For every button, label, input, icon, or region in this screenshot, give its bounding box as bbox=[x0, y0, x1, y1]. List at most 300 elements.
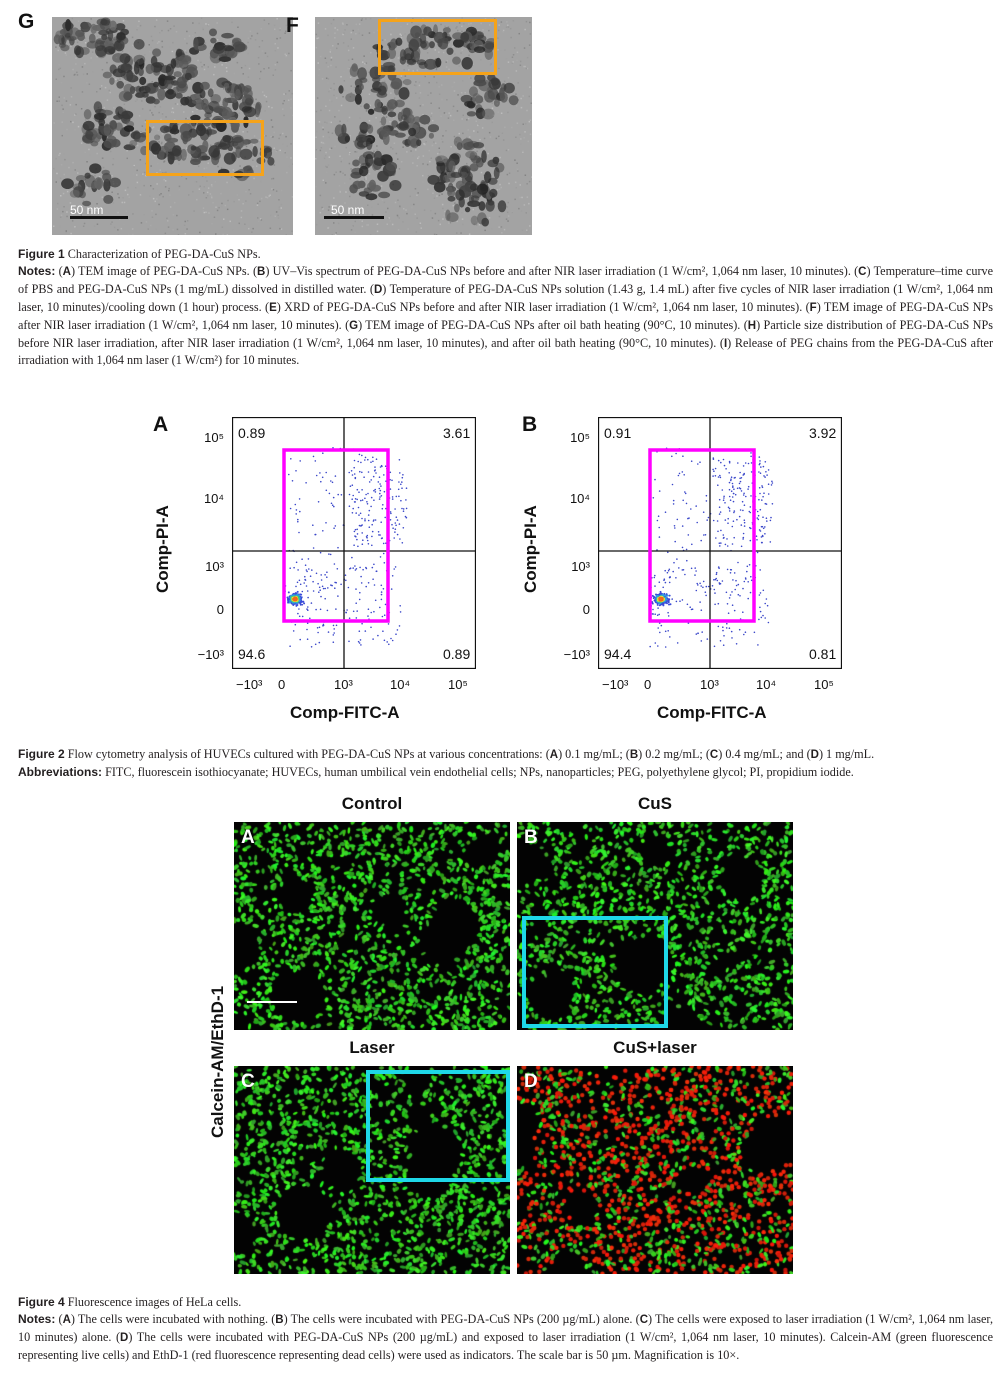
flow-event-dot bbox=[683, 569, 685, 571]
flow-event-dot bbox=[690, 508, 692, 510]
flow-event-dot bbox=[705, 591, 707, 593]
flow-event-dot bbox=[307, 606, 309, 608]
flow-event-dot bbox=[672, 484, 674, 486]
flow-event-dot bbox=[757, 517, 759, 519]
flow-event-dot bbox=[760, 509, 762, 511]
flow-event-dot bbox=[671, 456, 673, 458]
flow-event-dot bbox=[345, 574, 347, 576]
flow-event-dot bbox=[361, 472, 363, 474]
flow-event-dot bbox=[320, 552, 322, 554]
flow-event-dot bbox=[394, 508, 396, 510]
flow-event-dot bbox=[731, 490, 733, 492]
flow-event-dot bbox=[736, 643, 738, 645]
flow-event-dot bbox=[708, 586, 710, 588]
flow-event-dot bbox=[406, 508, 408, 510]
flow-event-dot bbox=[726, 623, 728, 625]
flow-event-dot bbox=[296, 509, 298, 511]
note-text: Particle size distribution of PEG-DA-CuS NPs before NIR laser irradiation, after NIR laser irradiation (1 W/cm², 1,064 nm laser, 10 minutes), and after oil bath heating (90°C, 10 minutes). bbox=[18, 317, 994, 350]
flow-event-dot bbox=[297, 519, 299, 521]
flow-event-dot bbox=[758, 515, 760, 517]
flow-event-dot bbox=[762, 487, 764, 489]
flow-event-dot bbox=[357, 461, 359, 463]
flow-event-dot bbox=[319, 587, 321, 589]
flow-event-dot bbox=[379, 493, 381, 495]
flow-event-dot bbox=[730, 572, 732, 574]
flow-event-dot bbox=[333, 527, 335, 529]
flow-event-dot bbox=[397, 629, 399, 631]
flow-event-dot bbox=[687, 518, 689, 520]
flow-event-dot bbox=[356, 539, 358, 541]
flow-event-dot bbox=[289, 602, 291, 604]
flow-event-dot bbox=[743, 533, 745, 535]
flow-event-dot bbox=[297, 569, 299, 571]
flow-event-dot bbox=[399, 605, 401, 607]
flow-event-dot bbox=[691, 460, 693, 462]
flow-event-dot bbox=[665, 631, 667, 633]
flow-event-dot bbox=[731, 631, 733, 633]
flow-event-dot bbox=[747, 566, 749, 568]
flow-event-dot bbox=[399, 538, 401, 540]
flow-event-dot bbox=[743, 465, 745, 467]
flow-event-dot bbox=[333, 506, 335, 508]
flow-event-dot bbox=[654, 600, 656, 602]
flow-event-dot bbox=[741, 524, 743, 526]
flow-event-dot bbox=[370, 461, 372, 463]
flow-event-dot bbox=[395, 528, 397, 530]
flow-event-dot bbox=[306, 569, 308, 571]
flow-event-dot bbox=[739, 595, 741, 597]
fluorescence-cells-a bbox=[234, 822, 510, 1030]
flow-event-dot bbox=[307, 638, 309, 640]
flow-event-dot bbox=[322, 452, 324, 454]
flow-event-dot bbox=[381, 465, 383, 467]
flow-event-dot bbox=[729, 489, 731, 491]
tem-highlight-box-g bbox=[146, 120, 264, 176]
flow-event-dot bbox=[330, 584, 332, 586]
flow-event-dot bbox=[378, 531, 380, 533]
flow-event-dot bbox=[729, 508, 731, 510]
flow-event-dot bbox=[767, 605, 769, 607]
flow-event-dot bbox=[739, 483, 741, 485]
flow-event-dot bbox=[768, 622, 770, 624]
flow-event-dot bbox=[741, 490, 743, 492]
flow-event-dot bbox=[671, 598, 673, 600]
flow-event-dot bbox=[669, 595, 671, 597]
flow-event-dot bbox=[319, 627, 321, 629]
flow-event-dot bbox=[669, 576, 671, 578]
flow-event-dot bbox=[349, 505, 351, 507]
flow-event-dot bbox=[395, 525, 397, 527]
flow-event-dot bbox=[668, 601, 670, 603]
flow-event-dot bbox=[724, 465, 726, 467]
flow-event-dot bbox=[380, 556, 382, 558]
flow-event-dot bbox=[308, 558, 310, 560]
flow-event-dot bbox=[307, 609, 309, 611]
flow-event-dot bbox=[328, 553, 330, 555]
flow-panel-letter: A bbox=[153, 413, 169, 436]
quadrant-lower-right: 0.89 bbox=[443, 646, 471, 662]
flow-event-dot bbox=[686, 503, 688, 505]
flow-event-dot bbox=[745, 462, 747, 464]
flow-event-dot bbox=[676, 601, 678, 603]
flow-event-dot bbox=[318, 501, 320, 503]
flow-event-dot bbox=[670, 603, 672, 605]
flow-event-dot bbox=[756, 535, 758, 537]
flow-event-dot bbox=[362, 539, 364, 541]
flow-event-dot bbox=[723, 537, 725, 539]
flow-event-dot bbox=[732, 604, 734, 606]
flow-event-dot bbox=[730, 480, 732, 482]
flow-event-dot bbox=[660, 591, 662, 593]
flow-event-dot bbox=[382, 504, 384, 506]
flow-event-dot bbox=[718, 476, 720, 478]
flow-event-dot bbox=[677, 519, 679, 521]
flow-event-dot bbox=[374, 584, 376, 586]
flow-event-dot bbox=[747, 598, 749, 600]
flow-event-dot bbox=[333, 497, 335, 499]
flow-event-dot bbox=[695, 505, 697, 507]
flow-event-dot bbox=[334, 563, 336, 565]
y-tick-label: 10⁵ bbox=[204, 430, 224, 445]
flow-event-dot bbox=[324, 588, 326, 590]
flow-event-dot bbox=[668, 615, 670, 617]
flow-event-dot bbox=[729, 482, 731, 484]
flow-event-dot bbox=[742, 538, 744, 540]
flow-event-dot bbox=[379, 483, 381, 485]
flow-event-dot bbox=[311, 602, 313, 604]
flow-event-dot bbox=[729, 462, 731, 464]
flow-event-dot bbox=[365, 586, 367, 588]
flow-event-dot bbox=[713, 579, 715, 581]
flow-panel-letter: B bbox=[522, 413, 538, 436]
flow-event-dot bbox=[664, 594, 666, 596]
flow-event-dot bbox=[739, 516, 741, 518]
flow-event-dot bbox=[726, 627, 728, 629]
note-key: D bbox=[373, 283, 383, 296]
flow-event-dot bbox=[714, 604, 716, 606]
flow-event-dot bbox=[760, 611, 762, 613]
flow-event-dot bbox=[694, 567, 696, 569]
flow-event-dot bbox=[373, 490, 375, 492]
flow-event-dot bbox=[299, 498, 301, 500]
flow-scatter bbox=[598, 417, 842, 669]
flow-event-dot bbox=[398, 481, 400, 483]
flow-event-dot bbox=[401, 508, 403, 510]
flow-event-dot bbox=[763, 492, 765, 494]
flow-event-dot bbox=[311, 569, 313, 571]
y-tick-label: 0 bbox=[582, 602, 590, 617]
flow-event-dot bbox=[354, 565, 356, 567]
flow-event-dot bbox=[766, 503, 768, 505]
flow-event-dot bbox=[678, 475, 680, 477]
flow-event-dot bbox=[649, 646, 651, 648]
flow-event-dot bbox=[322, 586, 324, 588]
flow-event-dot bbox=[360, 513, 362, 515]
flow-event-dot bbox=[364, 518, 366, 520]
flow-event-dot bbox=[701, 631, 703, 633]
flow-event-dot bbox=[380, 521, 382, 523]
flow-event-dot bbox=[305, 579, 307, 581]
flow-event-dot bbox=[715, 578, 717, 580]
flow-event-dot bbox=[355, 477, 357, 479]
flow-event-dot bbox=[729, 627, 731, 629]
flow-event-dot bbox=[763, 466, 765, 468]
flow-event-dot bbox=[677, 642, 679, 644]
flow-event-dot bbox=[371, 545, 373, 547]
flow-event-dot bbox=[716, 574, 718, 576]
flow-event-dot bbox=[315, 460, 317, 462]
flow-event-dot bbox=[395, 566, 397, 568]
flow-event-dot bbox=[299, 460, 301, 462]
flow-event-dot bbox=[771, 481, 773, 483]
flow-event-dot bbox=[729, 597, 731, 599]
flow-event-dot bbox=[345, 612, 347, 614]
flow-event-dot bbox=[748, 486, 750, 488]
flow-event-dot bbox=[700, 585, 702, 587]
flow-event-dot bbox=[739, 629, 741, 631]
flow-event-dot bbox=[743, 537, 745, 539]
flow-event-dot bbox=[763, 528, 765, 530]
flow-event-dot bbox=[323, 624, 325, 626]
flow-event-dot bbox=[722, 489, 724, 491]
flow-event-dot bbox=[667, 552, 669, 554]
flow-event-dot bbox=[682, 547, 684, 549]
flow-event-dot bbox=[731, 591, 733, 593]
flow-event-dot bbox=[299, 580, 301, 582]
note-key: I bbox=[723, 337, 728, 350]
flow-event-dot bbox=[368, 514, 370, 516]
flow-event-dot bbox=[659, 581, 661, 583]
flow-event-dot bbox=[682, 599, 684, 601]
figure4-title: Figure 4 Fluorescence images of HeLa cells. bbox=[18, 1295, 242, 1309]
flow-event-dot bbox=[337, 547, 339, 549]
flow-event-dot bbox=[353, 544, 355, 546]
flow-event-dot bbox=[380, 466, 382, 468]
flow-event-dot bbox=[400, 484, 402, 486]
flow-event-dot bbox=[369, 510, 371, 512]
flow-event-dot bbox=[334, 582, 336, 584]
figure1-notes: Notes: (A) TEM image of PEG-DA-CuS NPs. (B) UV–Vis spectrum of PEG-DA-CuS NPs before and after NIR laser irradiation (1 W/cm², 1,064 nm laser, 10 minutes). (C) Temperature–time curve of PBS and PEG-DA-CuS NPs (1 mg/mL) dissolved in distilled water. (D) Temperature of PEG-DA-CuS NPs solution (1.43 g, 1.4 mL) after five cycles of NIR laser irradiation (1 W/cm², 1,064 nm laser, 10 minutes)/cooling down (1 hour) process. (E) XRD of PEG-DA-CuS NPs before and after NIR laser irradiation (1 W/cm², 1,064 nm laser, 10 minutes). (F) TEM image of PEG-DA-CuS NPs after NIR laser irradiation (1 W/cm², 1,064 nm laser, 10 minutes). (G) TEM image of PEG-DA-CuS NPs after oil bath heating (90°C, 10 minutes). (H) Particle size distribution of PEG-DA-CuS NPs before NIR laser irradiation, after NIR laser irradiation (1 W/cm², 1,064 nm laser, 10 minutes), and after oil bath heating (90°C, 10 minutes). (I) Release of PEG chains from the PEG-DA-CuS after irradiation with 1,064 nm laser (1 W/cm²) for 10 minutes. bbox=[18, 263, 994, 368]
flow-event-dot bbox=[764, 603, 766, 605]
flow-event-dot bbox=[742, 501, 744, 503]
flow-event-dot bbox=[750, 528, 752, 530]
flow-event-dot bbox=[398, 489, 400, 491]
flow-event-dot bbox=[398, 496, 400, 498]
flow-event-dot bbox=[768, 469, 770, 471]
flow-event-dot bbox=[723, 459, 725, 461]
flow-event-dot bbox=[739, 472, 741, 474]
flow-event-dot bbox=[661, 603, 663, 605]
conc-key: A bbox=[549, 749, 559, 761]
flow-event-dot bbox=[759, 607, 761, 609]
flow-event-dot bbox=[391, 480, 393, 482]
flow-event-dot bbox=[759, 456, 761, 458]
flow-event-dot bbox=[659, 597, 662, 600]
flow-event-dot bbox=[728, 612, 730, 614]
flow-event-dot bbox=[682, 471, 684, 473]
flow-event-dot bbox=[378, 534, 380, 536]
flow-event-dot bbox=[356, 499, 358, 501]
x-tick-label: 0 bbox=[278, 677, 286, 692]
flow-event-dot bbox=[763, 590, 765, 592]
flow-event-dot bbox=[304, 576, 306, 578]
flow-event-dot bbox=[351, 470, 353, 472]
flow-event-dot bbox=[368, 608, 370, 610]
flow-event-dot bbox=[360, 462, 362, 464]
flow-y-axis-title: Comp-PI-A bbox=[153, 505, 172, 593]
flow-event-dot bbox=[359, 630, 361, 632]
flow-event-dot bbox=[337, 494, 339, 496]
flow-event-dot bbox=[654, 575, 656, 577]
flow-event-dot bbox=[747, 581, 749, 583]
flow-event-dot bbox=[394, 531, 396, 533]
flow-event-dot bbox=[736, 519, 738, 521]
flow-event-dot bbox=[672, 571, 674, 573]
flow-event-dot bbox=[756, 539, 758, 541]
flow-event-dot bbox=[297, 591, 299, 593]
flow-event-dot bbox=[332, 482, 334, 484]
flow-event-dot bbox=[697, 584, 699, 586]
flow-event-dot bbox=[759, 487, 761, 489]
flow-event-dot bbox=[333, 641, 335, 643]
flow-event-dot bbox=[299, 511, 301, 513]
y-tick-label: 10³ bbox=[205, 559, 224, 574]
flow-event-dot bbox=[686, 549, 688, 551]
flow-event-dot bbox=[364, 498, 366, 500]
flow-x-axis-title: Comp-FITC-A bbox=[290, 703, 400, 722]
flow-event-dot bbox=[765, 471, 767, 473]
flow-event-dot bbox=[375, 600, 377, 602]
flow-event-dot bbox=[758, 519, 760, 521]
flow-event-dot bbox=[322, 530, 324, 532]
flow-plot-area bbox=[598, 417, 842, 669]
flow-event-dot bbox=[371, 524, 373, 526]
flow-event-dot bbox=[383, 543, 385, 545]
fluorescence-image-c bbox=[234, 1066, 510, 1274]
flow-event-dot bbox=[772, 482, 774, 484]
flow-event-dot bbox=[676, 558, 678, 560]
flow-event-dot bbox=[368, 543, 370, 545]
flow-event-dot bbox=[696, 633, 698, 635]
flow-event-dot bbox=[379, 607, 381, 609]
flow-event-dot bbox=[723, 499, 725, 501]
flow-event-dot bbox=[402, 477, 404, 479]
flow-event-dot bbox=[765, 461, 767, 463]
flow-event-dot bbox=[356, 529, 358, 531]
flow-event-dot bbox=[384, 614, 386, 616]
flow-event-dot bbox=[333, 632, 335, 634]
note-text: TEM image of PEG-DA-CuS NPs after NIR laser irradiation (1 W/cm², 1,064 nm laser, 10 minutes). bbox=[18, 299, 993, 332]
flow-event-dot bbox=[714, 589, 716, 591]
flow-event-dot bbox=[732, 496, 734, 498]
fluorescence-title-control: Control bbox=[341, 794, 403, 813]
flow-event-dot bbox=[384, 562, 386, 564]
flow-event-dot bbox=[372, 457, 374, 459]
flow-event-dot bbox=[665, 582, 667, 584]
flow-event-dot bbox=[683, 474, 685, 476]
flow-event-dot bbox=[354, 501, 356, 503]
note-key: G bbox=[349, 319, 359, 332]
conc-key: D bbox=[810, 749, 819, 761]
flow-event-dot bbox=[725, 544, 727, 546]
flow-event-dot bbox=[652, 613, 654, 615]
flow-event-dot bbox=[396, 496, 398, 498]
fluorescence-image-b bbox=[517, 822, 793, 1030]
flow-event-dot bbox=[770, 517, 772, 519]
note-text: XRD of PEG-DA-CuS NPs before and after NIR laser irradiation (1 W/cm², 1,064 nm laser, 10 minutes). bbox=[284, 299, 806, 314]
flow-event-dot bbox=[341, 494, 343, 496]
flow-event-dot bbox=[384, 491, 386, 493]
flow-event-dot bbox=[295, 513, 297, 515]
flow-event-dot bbox=[764, 526, 766, 528]
flow-event-dot bbox=[352, 567, 354, 569]
flow-event-dot bbox=[766, 517, 768, 519]
flow-event-dot bbox=[295, 605, 297, 607]
flow-event-dot bbox=[654, 577, 656, 579]
flow-event-dot bbox=[346, 609, 348, 611]
flow-event-dot bbox=[720, 530, 722, 532]
flow-event-dot bbox=[761, 485, 763, 487]
flow-event-dot bbox=[356, 568, 358, 570]
flow-event-dot bbox=[750, 452, 752, 454]
flow-event-dot bbox=[397, 519, 399, 521]
fluorescence-letter-b: B bbox=[524, 827, 538, 848]
flow-plot-area bbox=[232, 417, 476, 669]
flow-event-dot bbox=[764, 617, 766, 619]
flow-event-dot bbox=[719, 475, 721, 477]
flow-event-dot bbox=[734, 589, 736, 591]
flow-event-dot bbox=[732, 485, 734, 487]
flow-event-dot bbox=[758, 471, 760, 473]
flow-event-dot bbox=[724, 502, 726, 504]
flow-event-dot bbox=[356, 617, 358, 619]
flow-event-dot bbox=[708, 517, 710, 519]
flow-event-dot bbox=[393, 568, 395, 570]
flow-event-dot bbox=[406, 517, 408, 519]
flow-event-dot bbox=[696, 583, 698, 585]
flow-event-dot bbox=[759, 493, 761, 495]
conc-text: ) 0.1 mg/mL; ( bbox=[558, 747, 630, 761]
flow-event-dot bbox=[358, 491, 360, 493]
y-tick-label: 10⁴ bbox=[569, 491, 590, 506]
flow-event-dot bbox=[354, 473, 356, 475]
flow-event-dot bbox=[728, 472, 730, 474]
flow-event-dot bbox=[287, 599, 289, 601]
flow-event-dot bbox=[714, 646, 716, 648]
flow-event-dot bbox=[318, 591, 320, 593]
flow-event-dot bbox=[720, 462, 722, 464]
flow-event-dot bbox=[723, 496, 725, 498]
note-key: E bbox=[269, 301, 277, 314]
quadrant-upper-right: 3.92 bbox=[809, 425, 837, 441]
flow-event-dot bbox=[301, 600, 303, 602]
flow-event-dot bbox=[734, 572, 736, 574]
flow-event-dot bbox=[733, 488, 735, 490]
flow-event-dot bbox=[719, 506, 721, 508]
flow-event-dot bbox=[373, 476, 375, 478]
flow-event-dot bbox=[361, 524, 363, 526]
flow-event-dot bbox=[720, 640, 722, 642]
note-key: B bbox=[275, 1313, 284, 1326]
flow-event-dot bbox=[699, 461, 701, 463]
flow-event-dot bbox=[745, 631, 747, 633]
flow-event-dot bbox=[722, 626, 724, 628]
flow-event-dot bbox=[293, 567, 295, 569]
flow-event-dot bbox=[701, 609, 703, 611]
tem-panel-letter-f: F bbox=[286, 14, 299, 37]
flow-event-dot bbox=[355, 498, 357, 500]
flow-event-dot bbox=[367, 493, 369, 495]
